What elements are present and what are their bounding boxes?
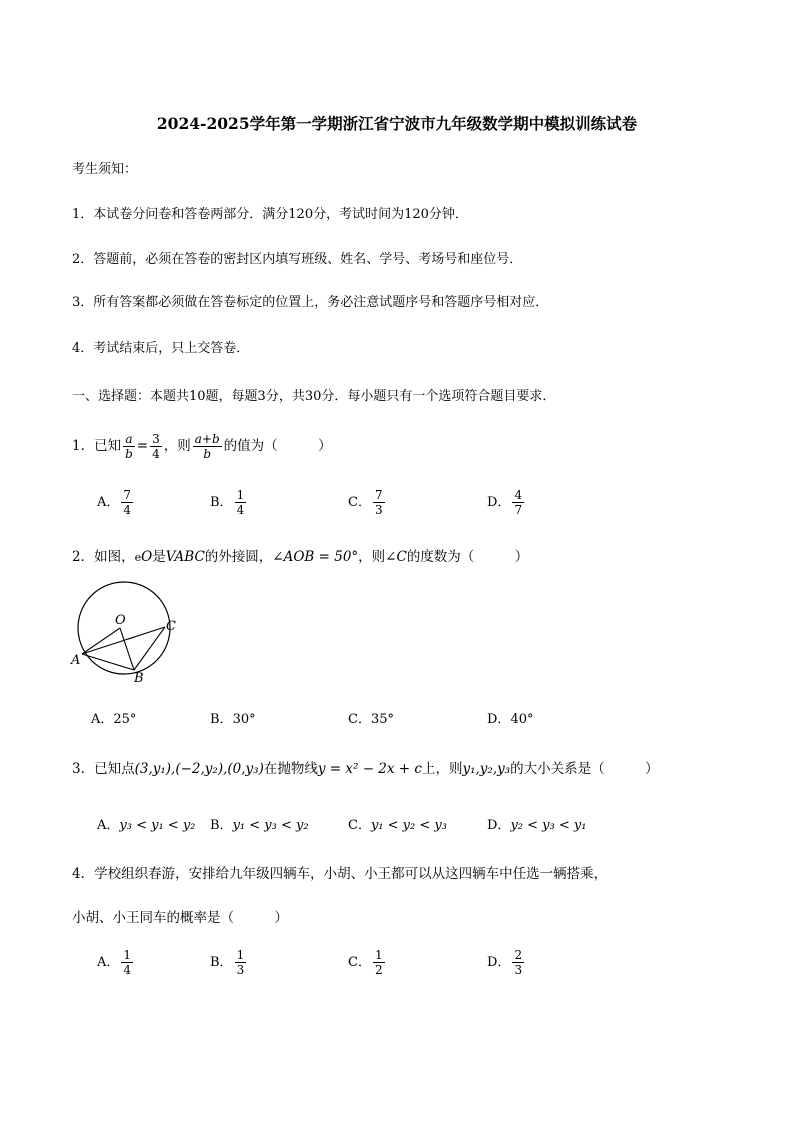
page-title: 2024-2025学年第一学期浙江省宁波市九年级数学期中模拟训练试卷 [156, 114, 638, 133]
q2-figure [64, 578, 194, 688]
q4-option-a[interactable]: A． $\frac{1}{4}$ [97, 948, 132, 977]
fig-label-b: B [134, 671, 144, 686]
question-4-line-1: 4．学校组织春游，安排给九年级四辆车，小胡、小王都可以从这四辆车中任选一辆搭乘， [72, 866, 608, 882]
section-heading: 一、选择题：本题共10题，每题3分，共30分．每小题只有一个选项符合题目要求． [72, 389, 556, 404]
q3-option-b[interactable]: B．y₁ < y₃ < y₂ [210, 818, 309, 833]
q2-option-d[interactable]: D．40° [487, 712, 534, 727]
q1-frac-3-4: $\frac{3}{4}$ [152, 432, 160, 461]
q4-option-d[interactable]: D． $\frac{2}{3}$ [487, 948, 523, 977]
fig-label-o: O [115, 613, 126, 628]
fig-label-c: C [166, 619, 176, 634]
q2-option-a[interactable]: A．25° [91, 712, 137, 727]
notice-item-1: 1．本试卷分问卷和答卷两部分．满分120分，考试时间为120分钟． [72, 207, 468, 222]
q2-option-b[interactable]: B．30° [210, 712, 256, 727]
q4-option-b[interactable]: B． $\frac{1}{3}$ [210, 948, 245, 977]
notice-item-2: 2．答题前，必须在答卷的密封区内填写班级、姓名、学号、考场号和座位号． [72, 252, 523, 267]
q1-frac-ab-b: $\frac{a+b}{b}$ [194, 432, 220, 461]
question-1: 1．已知 $\frac{a}{b}$ = $\frac{3}{4}$ ，则 $\frac{a+b}{b}$ 的值为（ ） [72, 432, 332, 461]
notice-item-3: 3．所有答案都必须做在答卷标定的位置上，务必注意试题序号和答题序号相对应． [72, 295, 549, 310]
q2-option-c[interactable]: C．35° [348, 712, 394, 727]
question-4-line-2: 小胡、小王同车的概率是（ ） [72, 910, 288, 926]
q1-option-b[interactable]: B． $\frac{1}{4}$ [210, 488, 245, 517]
notice-heading: 考生须知： [72, 162, 138, 177]
q1-option-c[interactable]: C． $\frac{7}{3}$ [348, 488, 383, 517]
question-2: 2．如图，eO是VABC的外接圆，∠AOB = 50°，则∠C的度数为（ ） [72, 549, 529, 565]
notice-item-4: 4．考试结束后，只上交答卷． [72, 341, 250, 356]
q1-prefix: 1．已知 [72, 438, 122, 454]
q1-frac-a-b: $\frac{a}{b}$ [125, 432, 133, 461]
q3-option-a[interactable]: A．y₃ < y₁ < y₂ [97, 818, 196, 833]
q3-option-c[interactable]: C．y₁ < y₂ < y₃ [348, 818, 447, 833]
q4-option-c[interactable]: C． $\frac{1}{2}$ [348, 948, 383, 977]
question-3: 3．已知点(3,y₁),(−2,y₂),(0,y₃)在抛物线y = x² − 2x + c上，则y₁,y₂,y₃的大小关系是（ ） [72, 761, 659, 777]
q1-option-a[interactable]: A． $\frac{7}{4}$ [97, 488, 132, 517]
fig-label-a: A [71, 653, 81, 668]
q1-option-d[interactable]: D． $\frac{4}{7}$ [487, 488, 523, 517]
q3-option-d[interactable]: D．y₂ < y₃ < y₁ [487, 818, 587, 833]
